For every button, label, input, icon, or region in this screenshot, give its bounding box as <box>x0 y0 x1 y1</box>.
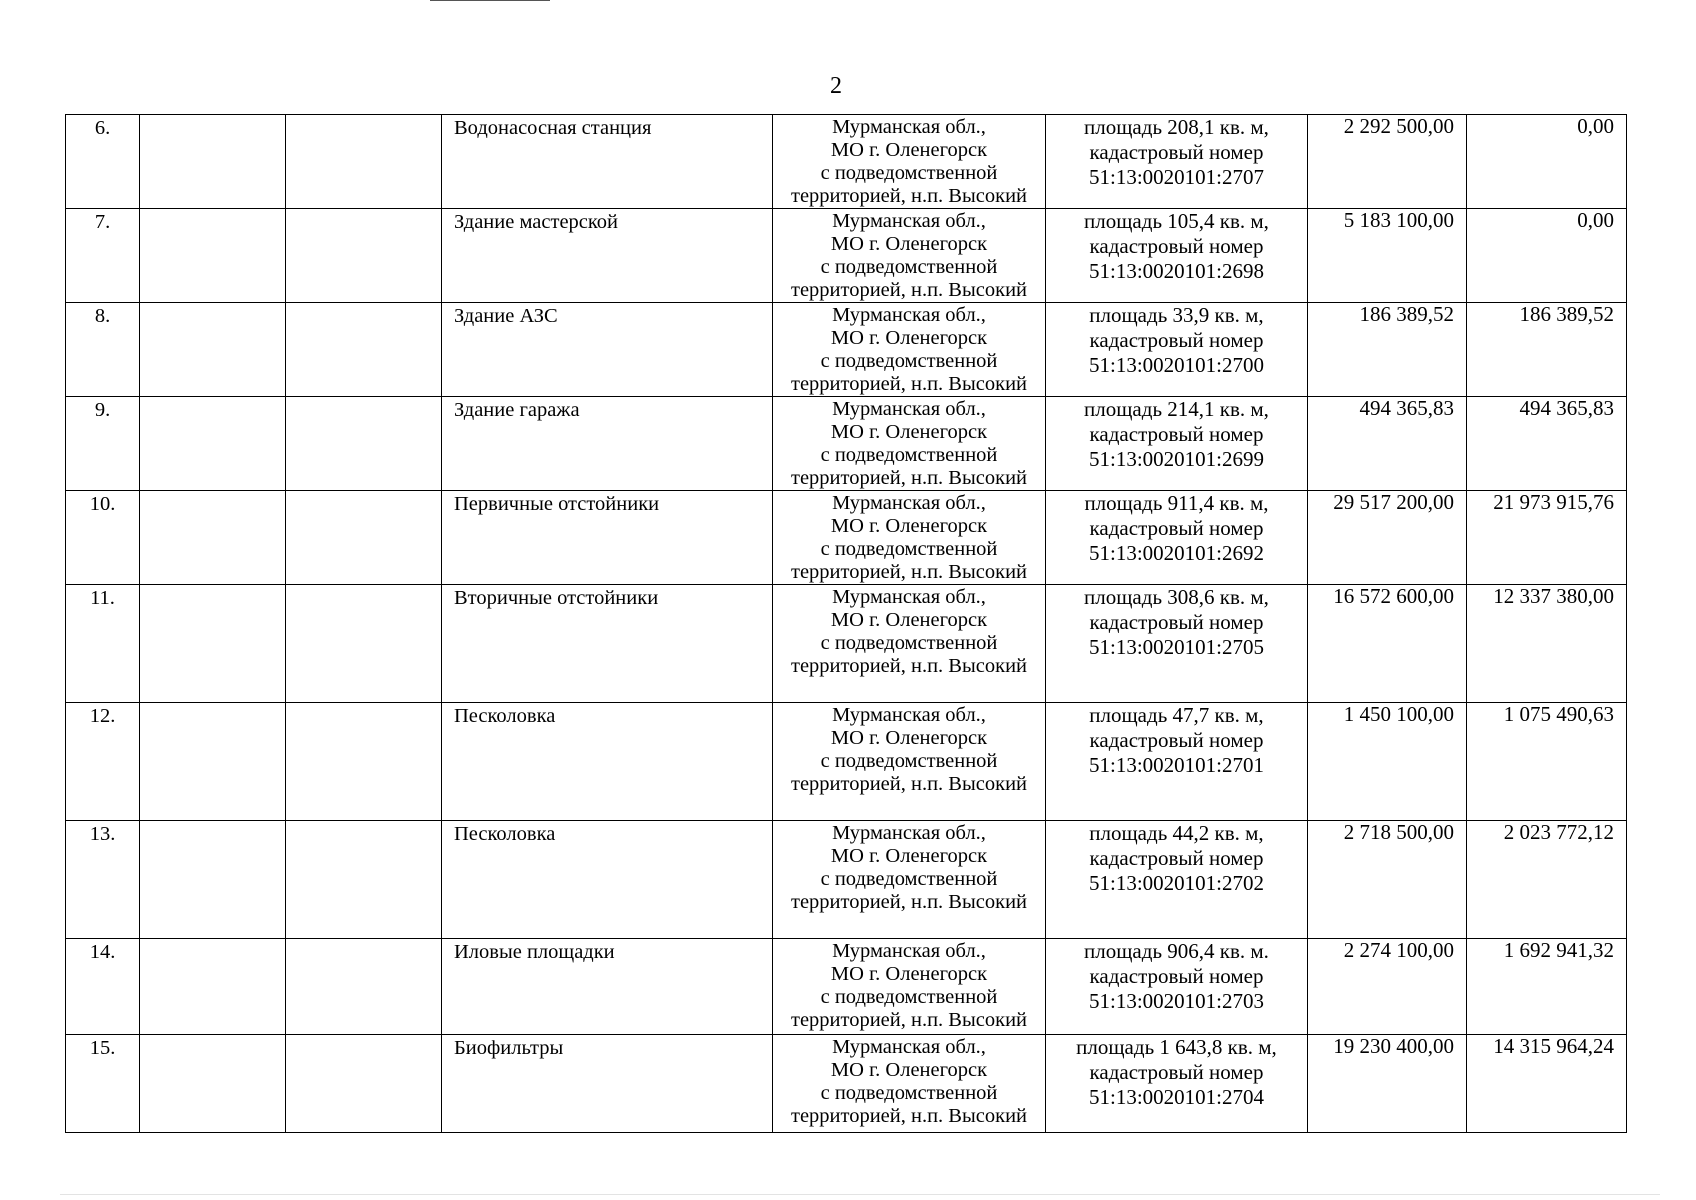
scan-edge-line <box>60 1194 1660 1195</box>
value-cell: 2 274 100,00 <box>1308 939 1467 1035</box>
row-number-cell: 6. <box>66 115 140 209</box>
description-line: площадь 911,4 кв. м, <box>1084 491 1269 515</box>
residual-value-cell: 1 692 941,32 <box>1467 939 1627 1035</box>
address-line: МО г. Оленегорск <box>830 1059 988 1081</box>
address-line: территорией, н.п. Высокий <box>790 1009 1028 1031</box>
address-line: Мурманская обл., <box>832 704 986 726</box>
address-line: Мурманская обл., <box>832 210 986 232</box>
address-line: Мурманская обл., <box>832 116 986 138</box>
empty-cell <box>140 939 286 1035</box>
row-number-cell: 10. <box>66 491 140 585</box>
description-line: площадь 308,6 кв. м, <box>1084 585 1269 609</box>
table-row <box>66 1035 1627 1133</box>
object-name-cell: Иловые площадки <box>442 939 773 1035</box>
scan-artifact <box>430 0 550 3</box>
address-line: с подведомственной <box>820 444 998 466</box>
table-body <box>66 115 1627 1133</box>
address-line: МО г. Оленегорск <box>830 845 988 867</box>
residual-value-cell: 21 973 915,76 <box>1467 491 1627 585</box>
residual-value-cell: 0,00 <box>1467 115 1627 209</box>
property-register-table <box>65 114 1627 1133</box>
address-line: территорией, н.п. Высокий <box>790 1105 1028 1127</box>
address-cell <box>773 397 1046 491</box>
empty-cell <box>140 703 286 821</box>
address-line: территорией, н.п. Высокий <box>790 561 1028 583</box>
residual-value-cell: 494 365,83 <box>1467 397 1627 491</box>
address-line: Мурманская обл., <box>832 1036 986 1058</box>
row-number-cell: 7. <box>66 209 140 303</box>
row-number-cell: 14. <box>66 939 140 1035</box>
description-cell <box>1046 939 1308 1035</box>
description-line: кадастровый номер <box>1089 140 1264 164</box>
address-line: МО г. Оленегорск <box>830 327 988 349</box>
address-line: с подведомственной <box>820 162 998 184</box>
address-line: территорией, н.п. Высокий <box>790 185 1028 207</box>
address-line: Мурманская обл., <box>832 586 986 608</box>
address-line: с подведомственной <box>820 868 998 890</box>
residual-value-cell: 0,00 <box>1467 209 1627 303</box>
description-cell <box>1046 821 1308 939</box>
address-line: территорией, н.п. Высокий <box>790 467 1028 489</box>
description-line: площадь 1 643,8 кв. м, <box>1076 1035 1277 1059</box>
empty-cell <box>286 115 442 209</box>
empty-cell <box>286 397 442 491</box>
address-cell <box>773 303 1046 397</box>
empty-cell <box>286 303 442 397</box>
address-line: с подведомственной <box>820 256 998 278</box>
address-cell <box>773 115 1046 209</box>
description-line: кадастровый номер <box>1089 234 1264 258</box>
row-number-cell: 13. <box>66 821 140 939</box>
description-line: кадастровый номер <box>1089 422 1264 446</box>
description-line: площадь 47,7 кв. м, <box>1089 703 1264 727</box>
empty-cell <box>140 821 286 939</box>
row-number-cell: 9. <box>66 397 140 491</box>
empty-cell <box>140 303 286 397</box>
description-cell <box>1046 115 1308 209</box>
empty-cell <box>286 821 442 939</box>
description-line: 51:13:0020101:2705 <box>1088 635 1264 659</box>
value-cell: 494 365,83 <box>1308 397 1467 491</box>
residual-value-cell: 1 075 490,63 <box>1467 703 1627 821</box>
empty-cell <box>286 209 442 303</box>
empty-cell <box>286 585 442 703</box>
description-line: площадь 44,2 кв. м, <box>1089 821 1264 845</box>
address-line: Мурманская обл., <box>832 304 986 326</box>
address-line: территорией, н.п. Высокий <box>790 279 1028 301</box>
description-line: 51:13:0020101:2692 <box>1088 541 1264 565</box>
object-name-cell: Здание гаража <box>442 397 773 491</box>
empty-cell <box>140 1035 286 1133</box>
address-cell <box>773 939 1046 1035</box>
description-line: кадастровый номер <box>1089 964 1264 988</box>
address-line: Мурманская обл., <box>832 492 986 514</box>
description-line: кадастровый номер <box>1089 610 1264 634</box>
object-name-cell: Биофильтры <box>442 1035 773 1133</box>
object-name-cell: Песколовка <box>442 703 773 821</box>
address-line: территорией, н.п. Высокий <box>790 655 1028 677</box>
description-line: кадастровый номер <box>1089 1060 1264 1084</box>
address-line: МО г. Оленегорск <box>830 609 988 631</box>
empty-cell <box>286 491 442 585</box>
residual-value-cell: 186 389,52 <box>1467 303 1627 397</box>
description-line: 51:13:0020101:2699 <box>1088 447 1264 471</box>
address-line: МО г. Оленегорск <box>830 963 988 985</box>
address-line: МО г. Оленегорск <box>830 139 988 161</box>
residual-value-cell: 12 337 380,00 <box>1467 585 1627 703</box>
address-cell <box>773 585 1046 703</box>
row-number-cell: 11. <box>66 585 140 703</box>
description-line: площадь 33,9 кв. м, <box>1089 303 1264 327</box>
value-cell: 29 517 200,00 <box>1308 491 1467 585</box>
empty-cell <box>140 491 286 585</box>
table-row <box>66 585 1627 703</box>
empty-cell <box>140 209 286 303</box>
table-row <box>66 821 1627 939</box>
empty-cell <box>140 585 286 703</box>
value-cell: 186 389,52 <box>1308 303 1467 397</box>
object-name-cell: Вторичные отстойники <box>442 585 773 703</box>
address-line: с подведомственной <box>820 350 998 372</box>
address-line: с подведомственной <box>820 632 998 654</box>
address-line: с подведомственной <box>820 538 998 560</box>
empty-cell <box>140 115 286 209</box>
description-cell <box>1046 397 1308 491</box>
address-line: Мурманская обл., <box>832 398 986 420</box>
address-line: МО г. Оленегорск <box>830 515 988 537</box>
address-line: Мурманская обл., <box>832 822 986 844</box>
address-line: МО г. Оленегорск <box>830 727 988 749</box>
address-line: территорией, н.п. Высокий <box>790 891 1028 913</box>
table-row <box>66 397 1627 491</box>
description-line: площадь 214,1 кв. м, <box>1084 397 1269 421</box>
address-line: с подведомственной <box>820 986 998 1008</box>
table-row <box>66 939 1627 1035</box>
empty-cell <box>286 703 442 821</box>
residual-value-cell: 14 315 964,24 <box>1467 1035 1627 1133</box>
description-cell <box>1046 209 1308 303</box>
table-row <box>66 209 1627 303</box>
description-line: 51:13:0020101:2700 <box>1088 353 1264 377</box>
description-cell <box>1046 1035 1308 1133</box>
address-cell <box>773 491 1046 585</box>
description-cell <box>1046 585 1308 703</box>
address-cell <box>773 821 1046 939</box>
page-number: 2 <box>830 73 842 99</box>
description-cell <box>1046 491 1308 585</box>
address-line: с подведомственной <box>820 750 998 772</box>
address-cell <box>773 1035 1046 1133</box>
address-cell <box>773 703 1046 821</box>
value-cell: 5 183 100,00 <box>1308 209 1467 303</box>
value-cell: 2 292 500,00 <box>1308 115 1467 209</box>
description-line: кадастровый номер <box>1089 728 1264 752</box>
object-name-cell: Здание мастерской <box>442 209 773 303</box>
address-line: МО г. Оленегорск <box>830 421 988 443</box>
description-line: 51:13:0020101:2703 <box>1088 989 1264 1013</box>
object-name-cell: Здание АЗС <box>442 303 773 397</box>
address-cell <box>773 209 1046 303</box>
description-cell <box>1046 303 1308 397</box>
value-cell: 2 718 500,00 <box>1308 821 1467 939</box>
address-line: МО г. Оленегорск <box>830 233 988 255</box>
description-line: 51:13:0020101:2698 <box>1088 259 1264 283</box>
description-line: 51:13:0020101:2702 <box>1088 871 1264 895</box>
address-line: территорией, н.п. Высокий <box>790 773 1028 795</box>
empty-cell <box>140 397 286 491</box>
description-line: кадастровый номер <box>1089 328 1264 352</box>
object-name-cell: Водонасосная станция <box>442 115 773 209</box>
object-name-cell: Песколовка <box>442 821 773 939</box>
address-line: территорией, н.п. Высокий <box>790 373 1028 395</box>
description-line: площадь 105,4 кв. м, <box>1084 209 1269 233</box>
row-number-cell: 15. <box>66 1035 140 1133</box>
row-number-cell: 8. <box>66 303 140 397</box>
table-row <box>66 303 1627 397</box>
description-line: 51:13:0020101:2704 <box>1088 1085 1264 1109</box>
table-row <box>66 703 1627 821</box>
address-line: Мурманская обл., <box>832 940 986 962</box>
description-line: площадь 906,4 кв. м. <box>1084 939 1269 963</box>
object-name-cell: Первичные отстойники <box>442 491 773 585</box>
value-cell: 1 450 100,00 <box>1308 703 1467 821</box>
empty-cell <box>286 939 442 1035</box>
value-cell: 19 230 400,00 <box>1308 1035 1467 1133</box>
residual-value-cell: 2 023 772,12 <box>1467 821 1627 939</box>
empty-cell <box>286 1035 442 1133</box>
description-line: площадь 208,1 кв. м, <box>1084 115 1269 139</box>
description-line: кадастровый номер <box>1089 516 1264 540</box>
value-cell: 16 572 600,00 <box>1308 585 1467 703</box>
description-cell <box>1046 703 1308 821</box>
table-row <box>66 491 1627 585</box>
row-number-cell: 12. <box>66 703 140 821</box>
description-line: кадастровый номер <box>1089 846 1264 870</box>
table-row <box>66 115 1627 209</box>
description-line: 51:13:0020101:2701 <box>1088 753 1264 777</box>
description-line: 51:13:0020101:2707 <box>1088 165 1264 189</box>
address-line: с подведомственной <box>820 1082 998 1104</box>
